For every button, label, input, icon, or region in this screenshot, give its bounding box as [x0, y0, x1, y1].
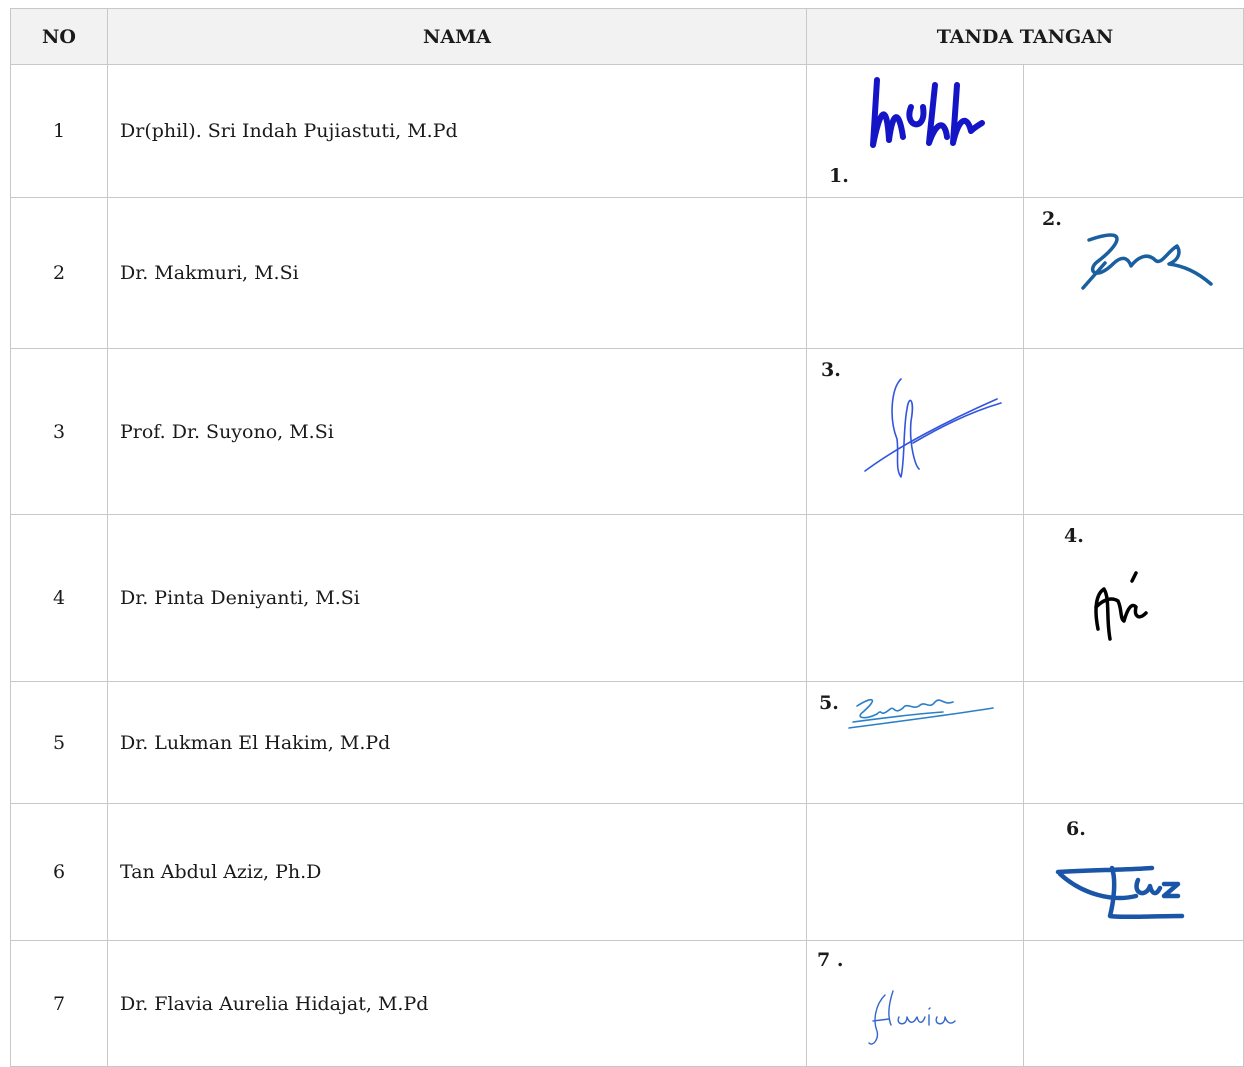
table-row	[11, 349, 1244, 515]
row-name: Prof. Dr. Suyono, M.Si	[108, 349, 807, 515]
signature-number: 1.	[829, 165, 849, 187]
signature-2	[1069, 218, 1219, 318]
signature-6	[1052, 850, 1232, 930]
row-number: 4	[11, 515, 108, 682]
signature-5	[843, 688, 1003, 748]
signature-7	[863, 981, 983, 1061]
signature-stroke	[869, 991, 955, 1044]
row-name: Tan Abdul Aziz, Ph.D	[108, 804, 807, 941]
signature-cell-right	[1024, 349, 1244, 515]
signature-cell-right	[1024, 65, 1244, 198]
signature-number: 7 .	[817, 949, 844, 971]
signature-cell-left	[807, 349, 1024, 515]
signature-4	[1076, 559, 1196, 659]
signature-number: 4.	[1064, 525, 1084, 547]
signature-3	[857, 359, 1007, 499]
row-name: Dr. Lukman El Hakim, M.Pd	[108, 682, 807, 804]
row-name: Dr. Pinta Deniyanti, M.Si	[108, 515, 807, 682]
signature-cell-right	[1024, 941, 1244, 1067]
row-number: 7	[11, 941, 108, 1067]
row-number: 1	[11, 65, 108, 198]
signature-cell-right	[1024, 198, 1244, 349]
header-tanda-tangan: TANDA TANGAN	[807, 9, 1244, 65]
signature-cell-left	[807, 515, 1024, 682]
row-name: Dr. Makmuri, M.Si	[108, 198, 807, 349]
signature-stroke	[1096, 573, 1146, 639]
signature-cell-left	[807, 804, 1024, 941]
signature-stroke	[873, 80, 982, 145]
signature-cell-left	[807, 198, 1024, 349]
table-row	[11, 515, 1244, 682]
signature-cell-left	[807, 65, 1024, 198]
row-number: 2	[11, 198, 108, 349]
table-row	[11, 804, 1244, 941]
header-no: NO	[11, 9, 108, 65]
header-nama: NAMA	[108, 9, 807, 65]
row-number: 5	[11, 682, 108, 804]
table-row	[11, 65, 1244, 198]
signature-cell-right	[1024, 804, 1244, 941]
signature-number: 2.	[1042, 208, 1062, 230]
row-name: Dr. Flavia Aurelia Hidajat, M.Pd	[108, 941, 807, 1067]
signature-stroke	[1083, 235, 1211, 288]
row-number: 3	[11, 349, 108, 515]
table-row	[11, 682, 1244, 804]
signature-number: 3.	[821, 359, 841, 381]
signature-stroke	[849, 700, 993, 728]
signature-cell-left	[807, 682, 1024, 804]
signature-stroke	[1058, 868, 1182, 917]
signature-1	[857, 65, 997, 185]
attendance-table	[10, 8, 1244, 1067]
signature-cell-right	[1024, 515, 1244, 682]
header-row	[11, 9, 1244, 65]
signature-cell-right	[1024, 682, 1244, 804]
signature-cell-left	[807, 941, 1024, 1067]
table-row	[11, 941, 1244, 1067]
signature-number: 5.	[819, 692, 839, 714]
signature-stroke	[865, 379, 1001, 477]
signature-number: 6.	[1066, 818, 1086, 840]
row-name: Dr(phil). Sri Indah Pujiastuti, M.Pd	[108, 65, 807, 198]
table-row	[11, 198, 1244, 349]
row-number: 6	[11, 804, 108, 941]
